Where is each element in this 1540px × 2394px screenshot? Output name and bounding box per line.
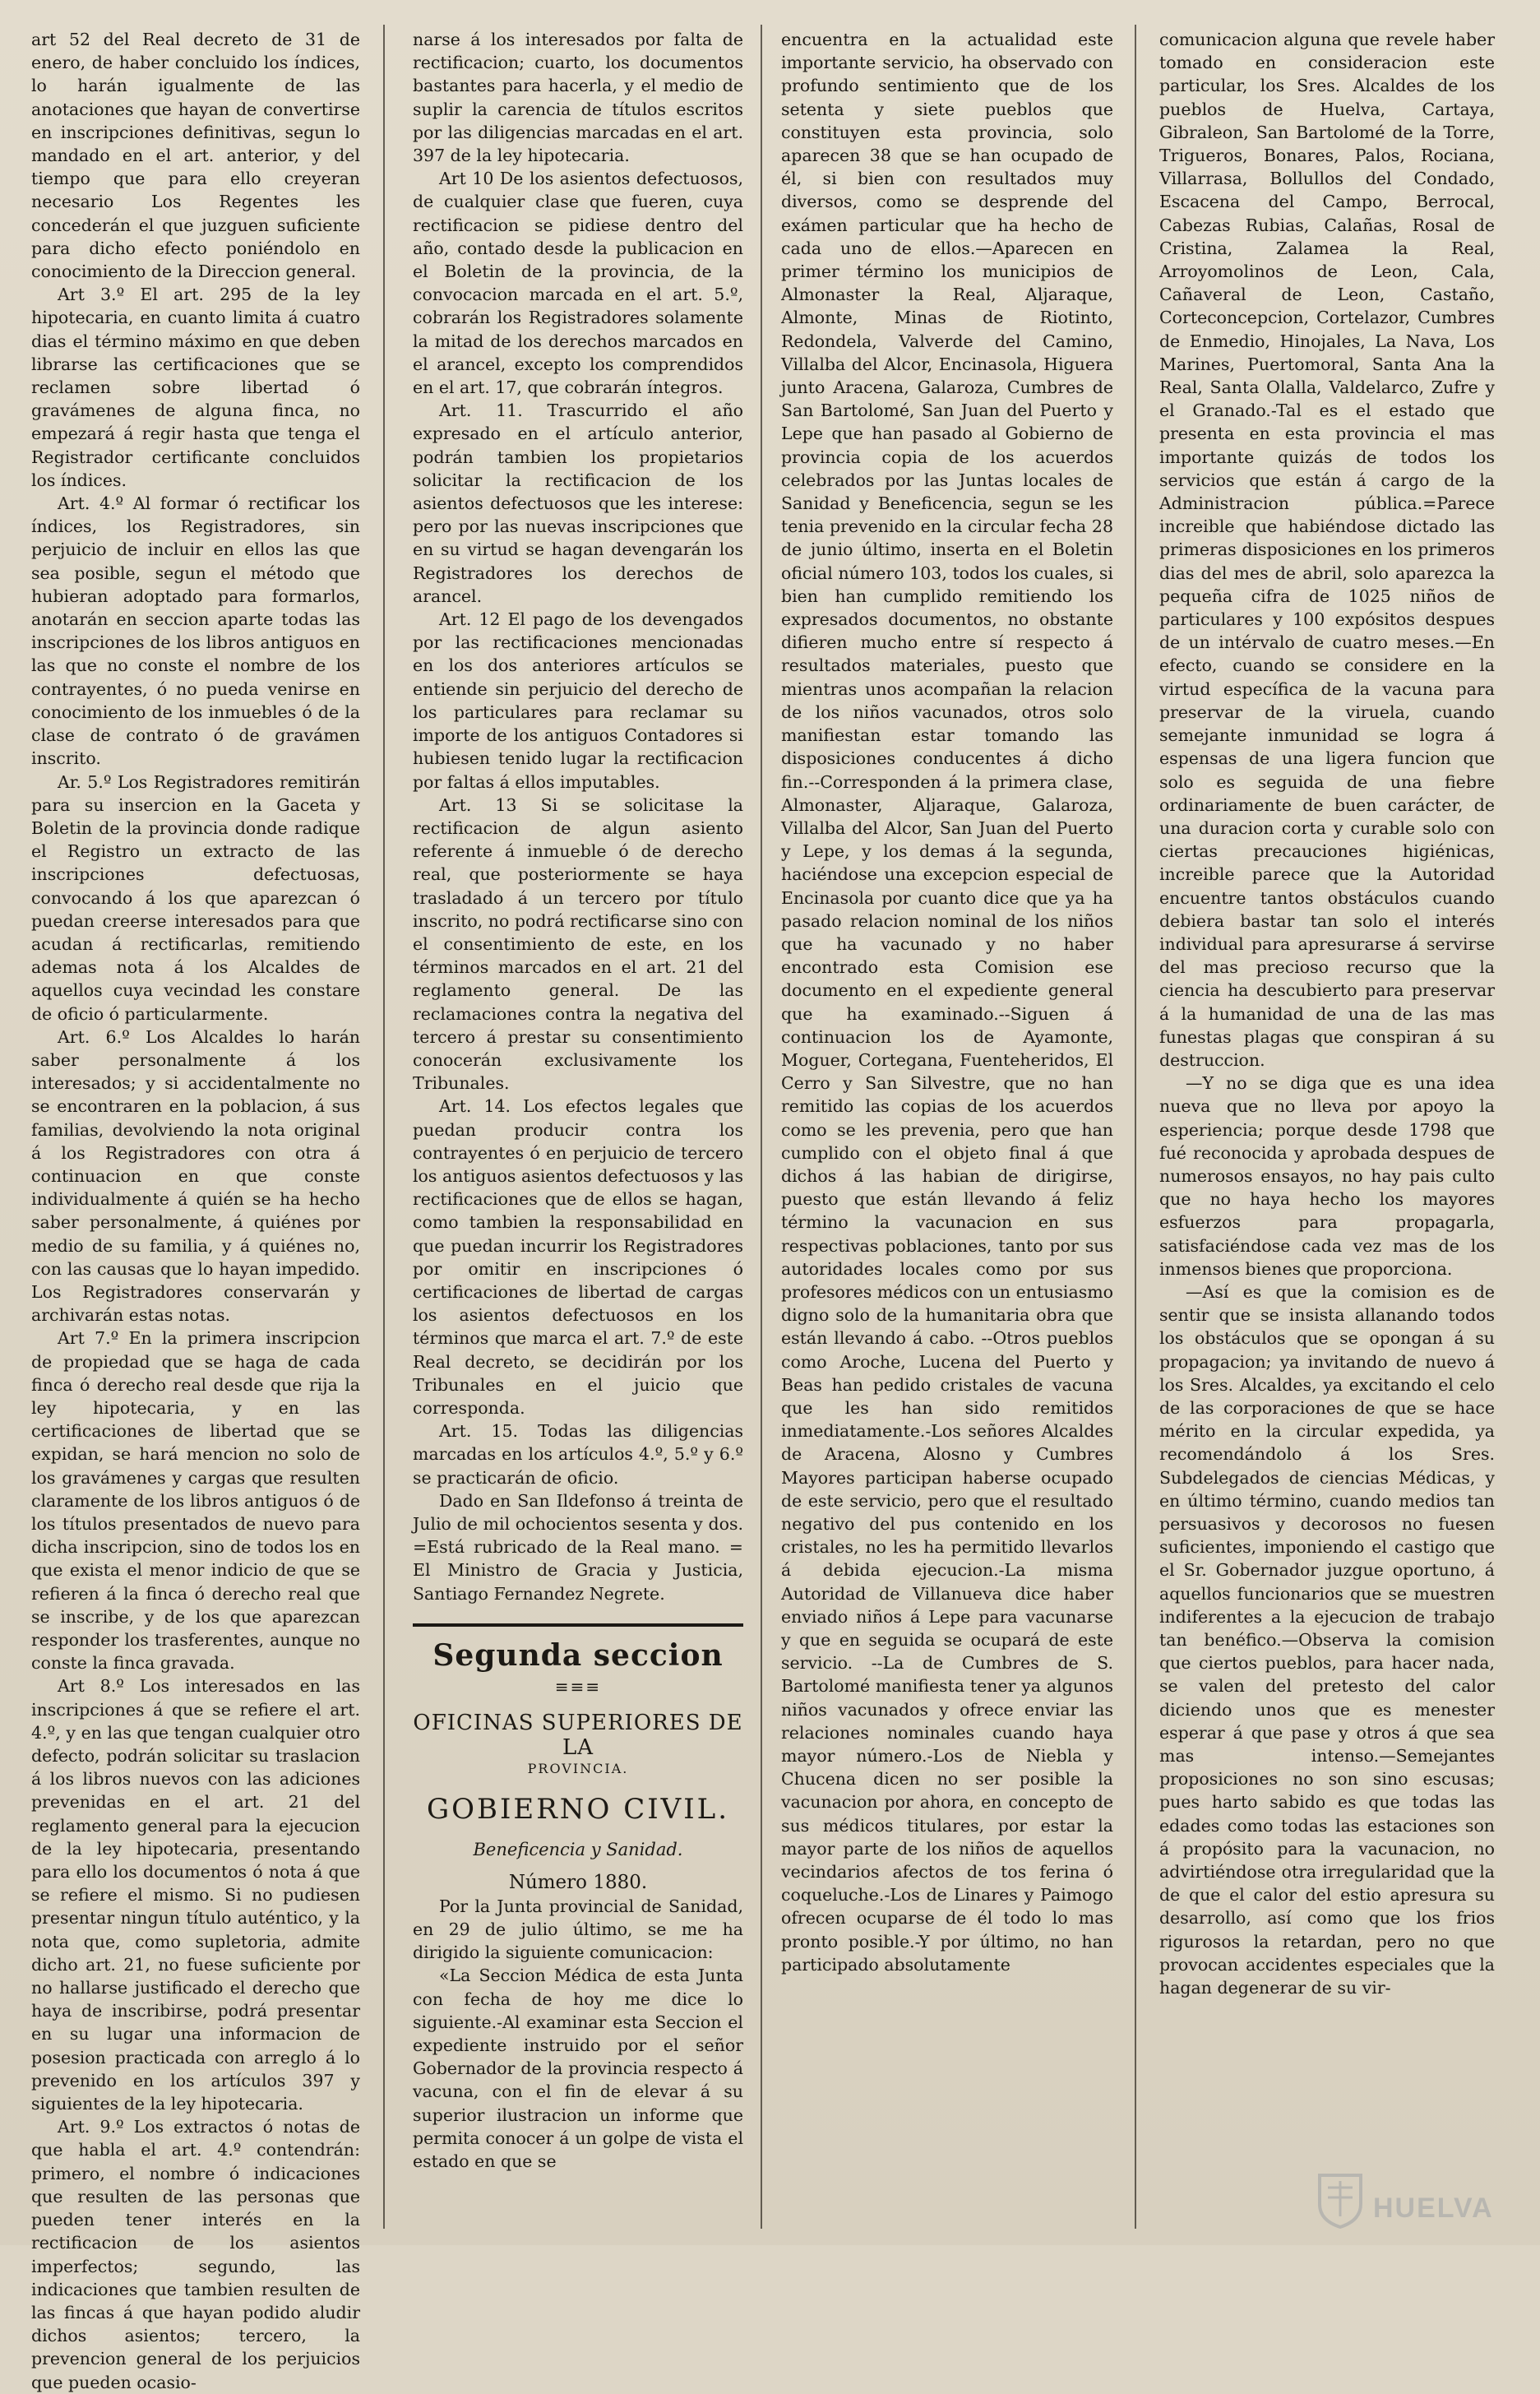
paragraph: Art. 14. Los efectos legales que puedan producir contra los contrayentes ó en perjuicio de tercero los antiguos asientos defectuosos y las rectificaciones que de ellos se hagan, como tambien la responsabilidad en que puedan incurrir los Registradores por omitir en inscripciones ó certificaciones de libertad de cargas los asientos defectuosos en los términos que marca el art. 7.º de este Real decreto, se decidirán por los Tribunales en el juicio que corresponda. (413, 1096, 743, 1418)
paragraph: «La Seccion Médica de esta Junta con fecha de hoy me dice lo siguiente.-Al examinar esta Seccion el expediente instruido por el señor Gobernador de la provincia respecto á vacuna, con el fin de elevar á su superior ilustracion un informe que permita conocer á un golpe de vista el estado en que se (413, 1966, 743, 2172)
paragraph: Ar. 5.º Los Registradores remitirán para su insercion en la Gaceta y Boletin de la provincia donde radique el Registro un extracto de las inscripciones defectuosas, convocando á los que aparezcan ó puedan creerse interesados para que acudan á rectificarlas, remitiendo ademas nota á los Alcaldes de aquellos cuya vecindad les constare de oficio ó particularmente. (31, 771, 360, 1024)
signature-paragraph: Dado en San Ildefonso á treinta de Julio de mil ochocientos sesenta y dos. =Está rubricado de la Real mano. = El Ministro de Gracia y Justicia, Santiago Fernandez Negrete. (413, 1490, 743, 1604)
paragraph: Art. 12 El pago de los devengados por las rectificaciones mencionadas en los dos anteriores artículos se entiende sin perjuicio del derecho de los particulares para reclamar su importe de los antiguos Contadores si hubiesen tenido lugar la rectificacion por faltas á ellos imputables. (413, 609, 743, 792)
office-heading: OFICINAS SUPERIORES DE LA (413, 1710, 743, 1760)
paragraph: comunicacion alguna que revele haber tomado en consideracion este particular, los Sres. Alcaldes de los pueblos de Huelva, Cartaya, Gibraleon, San Bartolomé de la Torre, Trigueros, Bonares, Palos, Rociana, Villarrasa, Bollullos del Condado, Escacena del Campo, Berrocal, Cabezas Rubias, Calañas, Rosal de Cristina, Zalamea la Real, Arroyomolinos de Leon, Cala, Cañaveral de Leon, Castaño, Corteconcepcion, Cortelazor, Cumbres de Enmedio, Hinojales, La Nava, Los Marines, Puertomoral, Santa Ana la Real, Santa Olalla, Valdelarco, Zufre y el Granado.-Tal es el estado que presenta en esta provincia el mas importante quizás de todos los servicios que están á cargo de la Administracion pública.=Parece increible que habiéndose dictado las primeras disposiciones en los primeros dias del mes de abril, solo aparezca la pequeña cifra de 1025 niños de particulares y 100 expósitos despues de un intérvalo de cuatro meses.—En efecto, cuando se considere en la virtud específica de la vacuna para preservar de la viruela, cuando semejante inmunidad se logra á espensas de una ligera funcion que solo es seguida de una fiebre ordinariamente de buen carácter, de una duracion corta y curable solo con ciertas precauciones higiénicas, increible parece que la Autoridad encuentre tantos obstáculos cuando debiera bastar tan solo el interés individual para apresurarse á servirse del mas precioso recurso que la ciencia ha descubierto para preservar á la humanidad de una de las mas funestas plagas que conspiran á su destruccion. (1159, 30, 1495, 1070)
column-4 (1159, 28, 1495, 2245)
paragraph: Art 3.º El art. 295 de la ley hipotecaria, en cuanto limita á cuatro dias el término máximo en que deben librarse las certificaciones que se reclamen sobre libertad ó gravámenes de alguna finca, no empezará á regir hasta que tenga el Registrador certificante concluidos los índices. (31, 285, 360, 490)
paragraph: —Así es que la comision es de sentir que se insista allanando todos los obstáculos que se opongan á su propagacion; ya invitando de nuevo á los Sres. Alcaldes, ya excitando el celo de las corporaciones de que se hace mérito en la circular expedida, ya recomendándolo á los Sres. Subdelegados de ciencias Médicas, y en último término, cuando medios tan persuasivos y decorosos no fuesen suficientes, imponiendo el castigo que el Sr. Gobernador juzgue oportuno, á aquellos funcionarios que se muestren indiferentes a la ejecucion de trabajo tan benéfico.—Observa la comision que ciertos pueblos, para hacer nada, se valen del pretesto del calor diciendo unos que es menester esperar á que pase y otros á que sea mas intenso.—Semejantes proposiciones no son sino escusas; pues harto sabido es que todas las edades como todas las estaciones son á propósito para la vacunacion, no advirtiéndose otra irregularidad que la de que el calor del estio apresura su desarrollo, así como que los frios rigurosos la retardan, pero no que provocan accidentes especiales que la hagan degenerar de su vir- (1159, 1281, 1495, 1998)
paragraph: Por la Junta provincial de Sanidad, en 29 de julio último, se me ha dirigido la siguiente comunicacion: (413, 1896, 743, 1963)
column-3 (781, 28, 1113, 2245)
office-subheading: PROVINCIA. (527, 1760, 629, 1776)
section-divider (413, 1623, 743, 1627)
paragraph: Art. 11. Trascurrido el año expresado en el artículo anterior, podrán tambien los propietarios solicitar la rectificacion de los asientos defectuosos que les interese: pero por las nuevas inscripciones que en su virtud se hagan devengarán los Registradores los derechos de arancel. (413, 401, 743, 606)
paragraph: art 52 del Real decreto de 31 de enero, de haber concluido los índices, lo harán igualmente de las anotaciones que hayan de convertirse en inscripciones definitivas, segun lo mandado en el art. anterior, y del tiempo que para ello creyeran necesario Los Regentes les concederán el que juzguen suficiente para dicho efecto poniéndolo en conocimiento de la Direccion general. (31, 30, 360, 282)
paragraph: Art. 9.º Los extractos ó notas de que habla el art. 4.º contendrán: primero, el nombre ó indicaciones que resulten de las personas que pueden tener interés en la rectificacion de los asientos imperfectos; segundo, las indicaciones que tambien resulten de las fincas á que hayan podido aludir dichos asientos; tercero, la prevencion general de los perjuicios que pueden ocasio- (31, 2117, 360, 2392)
ornament-divider: ≡≡≡ (554, 1676, 602, 1697)
library-watermark (1316, 2171, 1529, 2237)
gobierno-heading: GOBIERNO CIVIL. (426, 1792, 730, 1826)
paragraph: Art. 6.º Los Alcaldes lo harán saber personalmente á los interesados; y si accidentalmente no se encontraren en la poblacion, á sus familias, devolviendo la nota original á los Registradores con otra á continuacion en que conste individualmente á quién se ha hecho saber personalmente, á quiénes por medio de su familia, y á quiénes no, con las causas que lo hayan impedido. Los Registradores conservarán y archivarán estas notas. (31, 1026, 360, 1326)
column-rule (383, 25, 385, 2229)
paragraph: Art 10 De los asientos defectuosos, de cualquier clase que fueren, cuya rectificacion se pidiese dentro del año, contado desde la publicacion en el Boletin de la provincia, de la convocacion marcada en el art. 5.º, cobrarán los Registradores solamente la mitad de los derechos marcados en el arancel, excepto los comprendidos en el art. 17, que cobrarán íntegros. (413, 169, 743, 398)
watermark-text: HUELVA (1373, 2193, 1494, 2224)
column-rule (761, 25, 762, 2229)
paragraph: Art 8.º Los interesados en las inscripciones á que se refiere el art. 4.º, y en las que tengan cualquier otro defecto, podrán solicitar su traslacion á los libros nuevos con las adiciones prevenidas en el art. 21 del reglamento general para la ejecucion de la ley hipotecaria, presentando para ello los documentos ó nota á que se refiere el mismo. Si no pudiesen presentar ningun título auténtico, y la nota que, como supletoria, admite dicho art. 21, no fuese suficiente por no hallarse justificado el derecho que haya de inscribirse, podrá presentar en su lugar una informacion de posesion practicada con arreglo á lo prevenido en los artículos 397 y siguientes de la ley hipotecaria. (31, 1676, 360, 2114)
paragraph: Art. 4.º Al formar ó rectificar los índices, los Registradores, sin perjuicio de incluir en ellos las que sea posible, segun el método que hubieran adoptado para formarlos, anotarán en seccion aparte todas las inscripciones de los libros antiguos en las que no conste el nombre de los contrayentes, ó no pueda venirse en conocimiento de los inmuebles ó de la clase de contrato ó de gravámen inscrito. (31, 493, 360, 769)
column-2 (413, 28, 743, 2245)
column-rule (1135, 25, 1136, 2229)
paragraph: Art. 15. Todas las diligencias marcadas en los artículos 4.º, 5.º y 6.º se practicarán de oficio. (413, 1421, 743, 1488)
paragraph: narse á los interesados por falta de rectificacion; cuarto, los documentos bastantes para hacerla, y el medio de suplir la carencia de títulos escritos por las diligencias marcadas en el art. 397 de la ley hipotecaria. (413, 30, 743, 166)
paragraph: —Y no se diga que es una idea nueva que no lleva por apoyo la esperiencia; porque desde 1798 que fué reconocida y aprobada despues de numerosos ensayos, no hay pais culto que no haya hecho los mayores esfuerzos para propagarla, satisfaciéndose cada vez mas de los inmensos bienes que proporciona. (1159, 1073, 1495, 1279)
notice-number: Número 1880. (508, 1871, 648, 1893)
paragraph: encuentra en la actualidad este importante servicio, ha observado con profundo sentimiento que de los setenta y siete pueblos que constituyen esta provincia, solo aparecen 38 que se han ocupado de él, si bien con resultados muy diversos, como se desprende del exámen particular que ha hecho de cada uno de ellos.—Aparecen en primer término los municipios de Almonaster la Real, Aljaraque, Almonte, Minas de Riotinto, Redondela, Valverde del Camino, Villalba del Alcor, Encinasola, Higuera junto Aracena, Galaroza, Cumbres de San Bartolomé, San Juan del Puerto y Lepe que han pasado al Gobierno de provincia copia de los acuerdos celebrados por las Juntas locales de Sanidad y Beneficencia, segun se les tenia prevenido en la circular fecha 28 de junio último, inserta en el Boletin oficial número 103, todos los cuales, si bien han cumplido remitiendo los expresados documentos, no obstante difieren mucho entre sí respecto á resultados materiales, puesto que mientras unos acompañan la relacion de los niños vacunados, otros solo manifiestan estar tomando las disposiciones conducentes á dicho fin.--Corresponden á la primera clase, Almonaster, Aljaraque, Galaroza, Villalba del Alcor, San Juan del Puerto y Lepe, y los demas á la segunda, haciéndose una excepcion especial de Encinasola por cuanto dice que ya ha pasado relacion nominal de los niños que ha vacunado y no haber encontrado esta Comision ese documento en el expediente general que ha examinado.--Siguen á continuacion los de Ayamonte, Moguer, Cortegana, Fuenteheridos, El Cerro y San Silvestre, que no han remitido las copias de los acuerdos como se les prevenia, pero que han cumplido con el objeto final á que dichos á las habian de dirigirse, puesto que están llevando á feliz término la vacunacion en sus respectivas poblaciones, tanto por sus autoridades locales como por sus profesores médicos con un entusiasmo digno solo de la humanitaria obra que están llevando á cabo. --Otros pueblos como Aroche, Lucena del Puerto y Beas han pedido cristales de vacuna que les han sido remitidos inmediatamente.-Los señores Alcaldes de Aracena, Alosno y Cumbres Mayores participan haberse ocupado de este servicio, pero que el resultado negativo del pus contenido en los cristales, no les ha permitido llevarlos á debida ejecucion.-La misma Autoridad de Villanueva dice haber enviado niños á Lepe para vacunarse y que en seguida se ocupará de este servicio. --La de Cumbres de S. Bartolomé manifiesta tener ya algunos niños vacunados y ofrece enviar las relaciones nominales cuando haya mayor número.-Los de Niebla y Chucena dicen no ser posible la vacunacion por ahora, en concepto de sus médicos titulares, por estar la mayor parte de los niños de aquellos vecindarios afectos de tos ferina ó coqueluche.-Los de Linares y Paimogo ofrecen ocuparse de él todo lo mas pronto posible.-Y por último, no han participado absolutamente (781, 30, 1113, 1975)
shield-icon (1316, 2171, 1365, 2229)
column-1 (31, 28, 360, 2392)
paragraph: Art 7.º En la primera inscripcion de propiedad que se haga de cada finca ó derecho real desde que rija la ley hipotecaria, y en las certificaciones de libertad que se expidan, se hará mencion no solo de los gravámenes y cargas que resulten claramente de los libros antiguos ó de los títulos presentados de nuevo para dicha inscripcion, sino de todos los en que exista el menor indicio de que se refieren á la finca ó derecho real que se inscribe, y de los que aparezcan responder los trasferentes, aunque no conste la finca gravada. (31, 1328, 360, 1674)
section-title: Segunda seccion (432, 1637, 724, 1673)
department-heading: Beneficencia y Sanidad. (473, 1839, 683, 1859)
paragraph: Art. 13 Si se solicitase la rectificacion de algun asiento referente á inmueble ó de derecho real, que posteriormente se haya trasladado á un tercero por título inscrito, no podrá rectificarse sino con el consentimiento de este, en los términos marcados en el art. 21 del reglamento general. De las reclamaciones contra la negativa del tercero á prestar su consentimiento conocerán exclusivamente los Tribunales. (413, 794, 743, 1094)
